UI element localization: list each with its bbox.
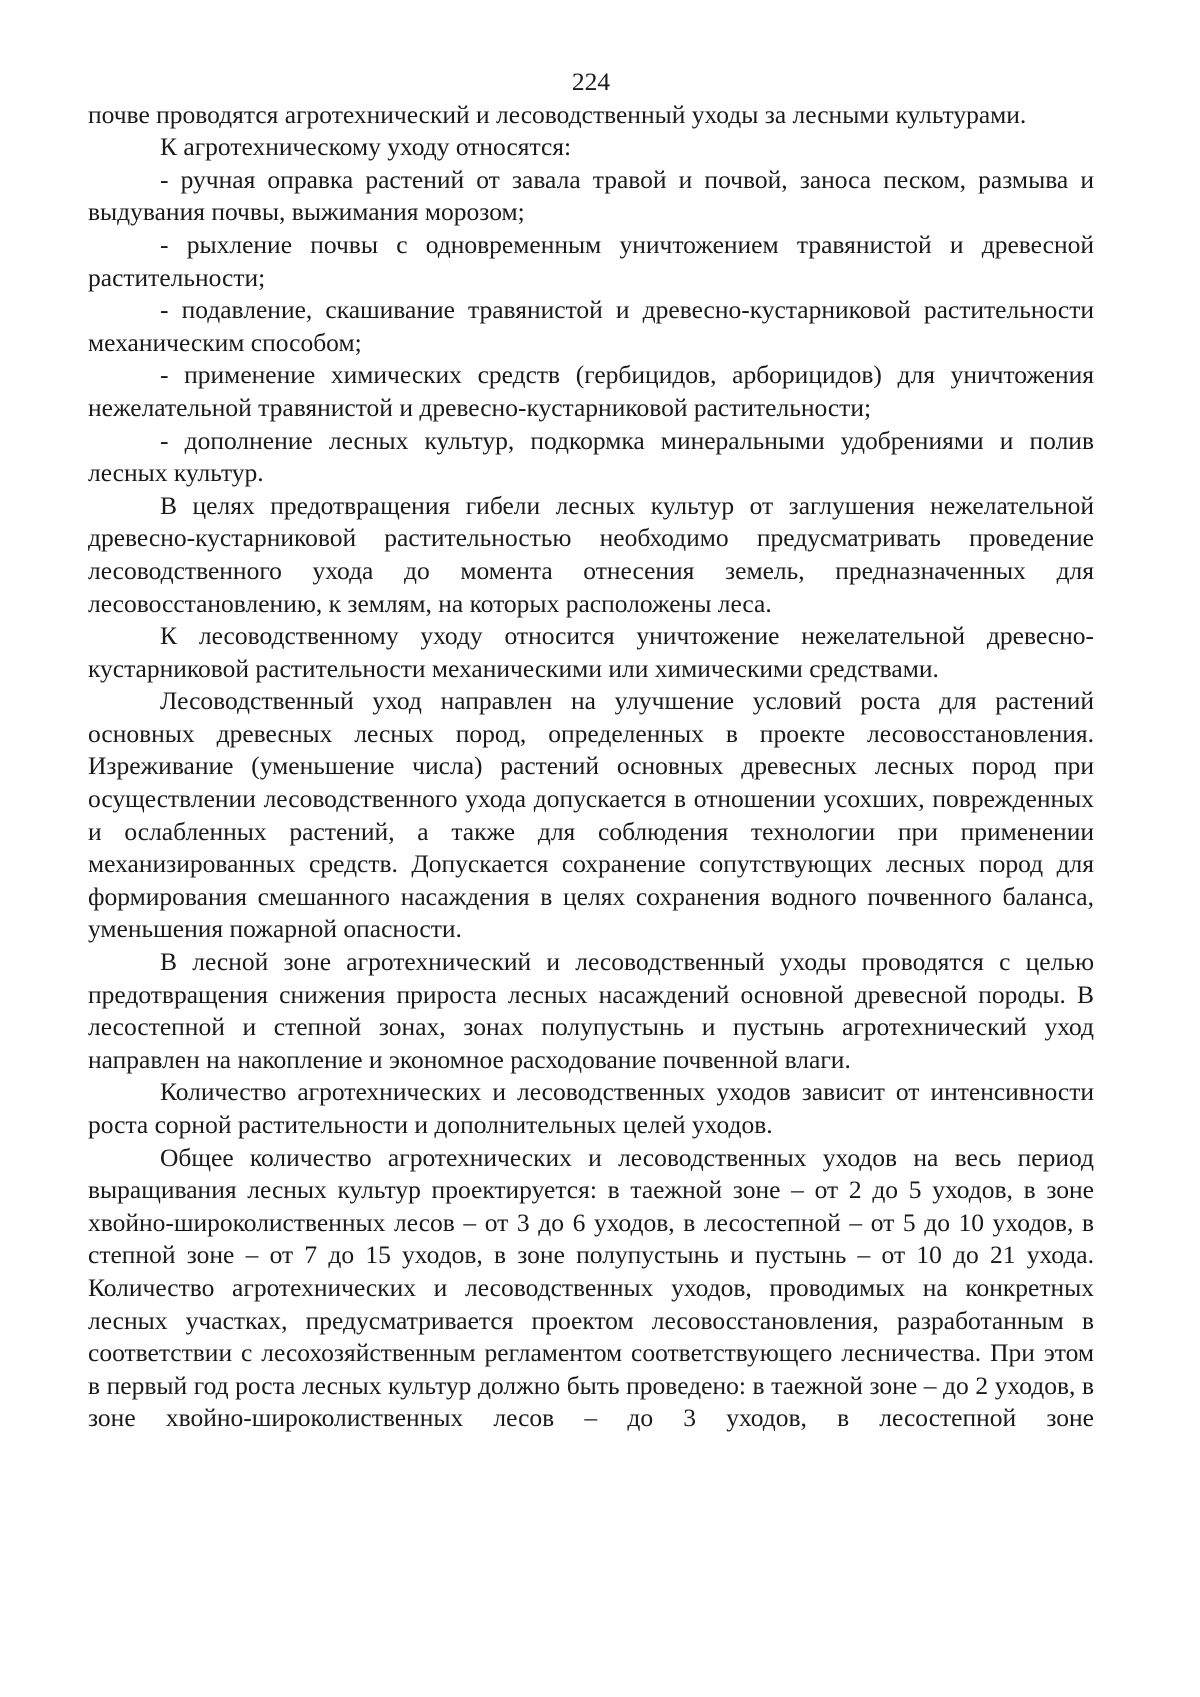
paragraph: - применение химических средств (гербицидов, арборицидов) для уничтожения нежелательной травянистой и древесно-кустарниковой растительности;: [88, 360, 1094, 422]
paragraph: - ручная оправка растений от завала травой и почвой, заноса песком, размыва и выдувания почвы, выжимания морозом;: [88, 164, 1094, 227]
paragraph: К лесоводственному уходу относится уничтожение нежелательной древесно-кустарниковой растительности механическими или химическими средствами.: [88, 621, 1094, 683]
paragraph: - подавление, скашивание травянистой и древесно-кустарниковой растительности механическим способом;: [88, 295, 1094, 357]
page-number: 224: [571, 67, 611, 96]
document-page: [88, 66, 1094, 1435]
paragraph: В целях предотвращения гибели лесных культур от заглушения нежелательной древесно-кустарниковой растительностью необходимо предусматривать проведение лесоводственного ухода до момента отнесения земель, предназначенных для лесовосстановлению, к землям, на которых расположены леса.: [88, 490, 1094, 618]
paragraph: В лесной зоне агротехнический и лесоводственный уходы проводятся с целью предотвращения снижения прироста лесных насаждений основной древесной породы. В лесостепной и степной зонах, зонах полупустынь и пустынь агротехнический уход направлен на накопление и экономное расходование почвенной влаги.: [88, 947, 1094, 1074]
paragraph: Общее количество агротехнических и лесоводственных уходов на весь период выращивания лесных культур проектируется: в таежной зоне – от 2 до 5 уходов, в зоне хвойно-широколиственных лесов – от 3 до 6 уходов, в лесостепной – от 5 до 10 уходов, в степной зоне – от 7 до 15 уходов, в зоне полупустынь и пустынь – от 10 до 21 ухода. Количество агротехнических и лесоводственных уходов, проводимых на конкретных лесных участках, предусматривается проектом лесовосстановления, разработанным в соответствии с лесохозяйственным регламентом соответствующего лесничества. При этом в первый год роста лесных культур должно быть проведено: в таежной зоне – до 2 уходов, в зоне хвойно-широколиственных лесов – до 3 уходов, в лесостепной зоне: [88, 1142, 1094, 1433]
paragraph: К агротехническому уходу относятся:: [160, 132, 572, 162]
paragraph: Лесоводственный уход направлен на улучшение условий роста для растений основных древесных лесных пород, определенных в проекте лесовосстановления. Изреживание (уменьшение числа) растений основных древесных лесных пород при осуществлении лесоводственного ухода допускается в отношении усохших, поврежденных и ослабленных растений, а также для соблюдения технологии при применении механизированных средств. Допускается сохранение сопутствующих лесных пород для формирования смешанного насаждения в целях сохранения водного почвенного баланса, уменьшения пожарной опасности.: [88, 686, 1094, 944]
document-body: [88, 99, 1094, 1435]
paragraph: - рыхление почвы с одновременным уничтожением травянистой и древесной растительности;: [88, 229, 1094, 292]
paragraph: почве проводятся агротехнический и лесоводственный уходы за лесными культурами.: [88, 99, 1027, 129]
paragraph: Количество агротехнических и лесоводственных уходов зависит от интенсивности роста сорной растительности и дополнительных целей уходов.: [88, 1077, 1094, 1139]
paragraph: - дополнение лесных культур, подкормка минеральными удобрениями и полив лесных культур.: [88, 425, 1094, 488]
